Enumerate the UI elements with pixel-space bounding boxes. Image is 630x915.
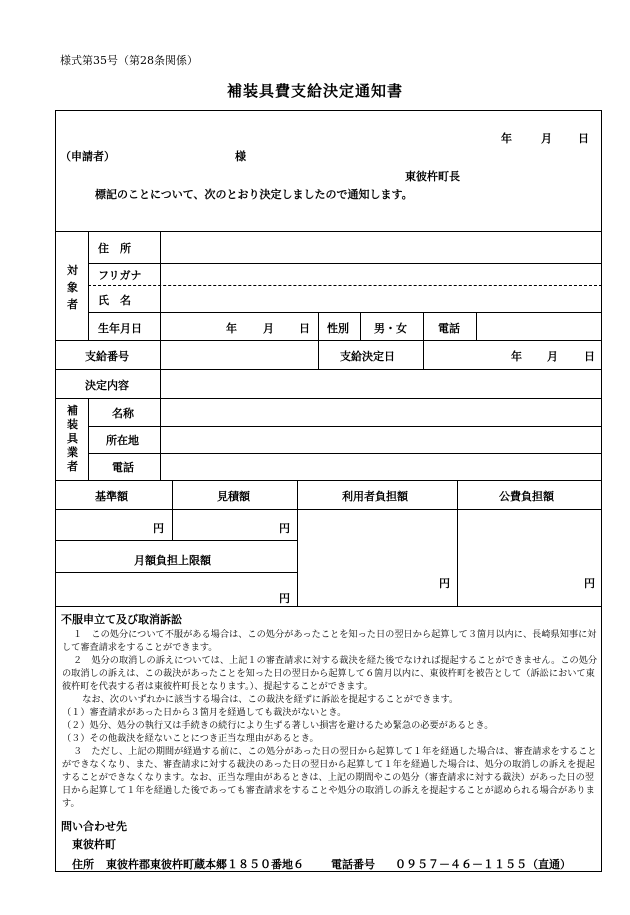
- decision-content-label: 決定内容: [85, 379, 129, 392]
- divider-cap-head: [55, 572, 297, 573]
- user-burden-label: 利用者負担額: [342, 490, 408, 503]
- appeal-paragraph-2: ２ 処分の取消しの訴えについては、上記１の審査請求に対する裁決を経た後でなければ提起することができません。この処分の取消しの訴えは、この裁決があったことを知った日の翌日から起算して６箇月以内に、東彼杵町を被告として（訴訟において東彼杵町を代表する者は東彼杵町長となります。）、提起することができます。: [62, 655, 598, 692]
- subject-birth-label: 生年月日: [98, 322, 142, 335]
- appeal-paragraph-1: １ この処分について不服がある場合は、この処分があったことを知った日の翌日から起算して３箇月以内に、長崎県知事に対して審査請求をすることができます。: [62, 629, 597, 653]
- contact-org: 東彼杵町: [72, 838, 116, 851]
- vline-estimate-user: [297, 480, 298, 606]
- divider-notice: [55, 231, 602, 232]
- divider-amount-head: [55, 509, 602, 510]
- decision-year-label: 年: [511, 350, 522, 363]
- vline-subject-group: [88, 231, 89, 340]
- appeal-condition-1: （１）審査請求があった日から３箇月を経過しても裁決がないとき。: [62, 707, 347, 718]
- public-burden-label: 公費負担額: [499, 490, 554, 503]
- applicant-label: （申請者）: [60, 150, 115, 163]
- vline-phone-val: [476, 312, 477, 340]
- divider-address: [88, 263, 602, 264]
- vline-user-public: [457, 480, 458, 606]
- decision-month-label: 月: [547, 350, 558, 363]
- base-amount-label: 基準額: [95, 490, 128, 503]
- payment-number-label: 支給番号: [85, 350, 129, 363]
- contact-heading: 問い合わせ先: [61, 820, 127, 833]
- date-year-label: 年: [501, 132, 512, 145]
- vline-sex: [318, 312, 319, 369]
- issuer-name: 東彼杵町長: [405, 170, 460, 183]
- date-month-label: 月: [541, 132, 552, 145]
- divider-vendor-name: [88, 426, 602, 427]
- appeal-paragraph-3: ３ ただし、上記の期間が経過する前に、この処分があった日の翌日から起算して１年を経過した場合は、審査請求をすることができなくなり、また、審査請求に対する裁決のあった日の翌日から起算して１年を経過した場合は、処分の取消しの訴えを提起することができなくなります。なお、正当な理由があるときは、上記の期間やこの処分（審査請求に対する裁決）があった日の翌日から起算して１年を経過した後であっても審査請求をすることや処分の取消しの訴えを提起することが認められる場合があります。: [62, 746, 597, 809]
- date-day-label: 日: [578, 132, 589, 145]
- vline-sex-val: [360, 312, 361, 340]
- decision-date-label: 支給決定日: [340, 350, 395, 363]
- divider-yen-row: [55, 540, 297, 541]
- base-yen: 円: [153, 522, 164, 535]
- sex-label: 性別: [327, 322, 349, 335]
- appeal-heading: 不服申立て及び取消訴訟: [61, 613, 182, 626]
- appeal-paragraph-2b: なお、次のいずれかに該当する場合は、この裁決を経ずに訴訟を提起することができます。: [82, 694, 459, 705]
- divider-vendor-loc: [88, 453, 602, 454]
- divider-payment-no: [55, 369, 602, 370]
- contact-address-label: 住所: [72, 858, 94, 871]
- divider-content: [55, 398, 602, 399]
- divider-furigana: [88, 285, 602, 286]
- sex-options: 男・女: [374, 322, 407, 335]
- vendor-name-label: 名称: [112, 407, 134, 420]
- vendor-group-label: 補装具業者: [67, 404, 78, 473]
- form-number: 様式第35号（第28条関係）: [60, 54, 198, 67]
- divider-amount-end: [55, 606, 602, 607]
- monthly-cap-label: 月額負担上限額: [134, 554, 211, 567]
- honorific: 様: [235, 150, 246, 163]
- birth-day-label: 日: [299, 322, 310, 335]
- appeal-condition-3: （３）その他裁決を経ないことにつき正当な理由があるとき。: [62, 733, 319, 744]
- vline-vendor-label: [160, 398, 161, 480]
- page-title: 補装具費支給決定通知書: [226, 82, 403, 100]
- subject-furigana-label: フリガナ: [98, 269, 142, 282]
- birth-month-label: 月: [263, 322, 274, 335]
- estimate-amount-label: 見積額: [217, 490, 250, 503]
- vline-phone: [423, 312, 424, 369]
- monthly-cap-yen: 円: [279, 592, 290, 605]
- contact-phone: ０９５７－４６－１１５５（直通）: [395, 858, 571, 871]
- vendor-phone-label: 電話: [112, 461, 134, 474]
- estimate-yen: 円: [279, 522, 290, 535]
- appeal-condition-2: （２）処分、処分の執行又は手続きの続行により生ずる著しい損害を避けるため緊急の必要があるとき。: [62, 720, 494, 731]
- appeal-notes: [62, 628, 600, 810]
- divider-vendor: [55, 480, 602, 481]
- notice-statement: 標記のことについて、次のとおり決定しましたので通知します。: [95, 188, 413, 201]
- vendor-location-label: 所在地: [106, 434, 139, 447]
- birth-year-label: 年: [226, 322, 237, 335]
- subject-group-label: 対象者: [67, 264, 78, 311]
- divider-name: [88, 312, 602, 313]
- subject-name-label: 氏 名: [98, 294, 131, 307]
- vline-vendor-group: [88, 398, 89, 480]
- vline-label-col: [160, 231, 161, 398]
- vline-base-estimate: [172, 480, 173, 540]
- contact-phone-label: 電話番号: [331, 858, 375, 871]
- subject-address-label: 住 所: [98, 242, 131, 255]
- contact-address: 東彼杵郡東彼杵町蔵本郷１８５０番地６: [106, 858, 304, 871]
- decision-day-label: 日: [584, 350, 595, 363]
- user-burden-yen: 円: [439, 577, 450, 590]
- public-burden-yen: 円: [584, 577, 595, 590]
- subject-phone-label: 電話: [438, 322, 460, 335]
- divider-birth: [55, 340, 602, 341]
